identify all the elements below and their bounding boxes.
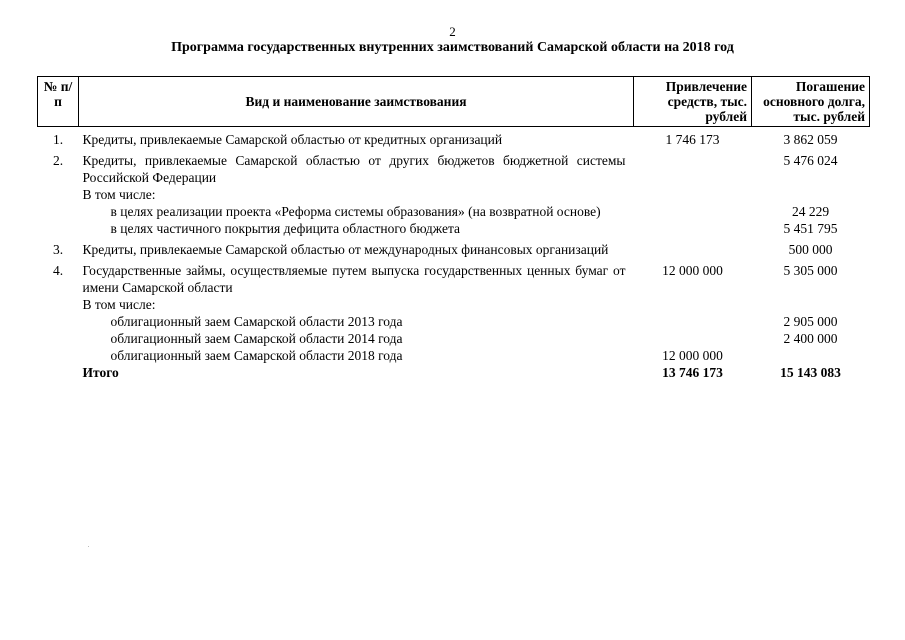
page-number: 2	[449, 24, 456, 39]
header-attraction: Привлечение средств, тыс. рублей	[634, 77, 752, 127]
row-repayment-amount: 2 905 000	[783, 314, 838, 329]
row-repayment-amount: 2 400 000	[783, 331, 838, 346]
row-attraction-amount	[634, 330, 752, 347]
row-attraction-amount: 1 746 173	[665, 132, 720, 147]
row-number: 4.	[52, 263, 64, 278]
row-repayment-amount	[752, 186, 870, 203]
row-description: В том числе:	[82, 187, 156, 202]
row-number	[38, 347, 79, 364]
header-repayment: Погашение основного долга, тыс. рублей	[752, 77, 870, 127]
row-description: В том числе:	[82, 297, 156, 312]
row-description: Кредиты, привлекаемые Самарской областью от кредитных организаций	[82, 132, 503, 147]
row-repayment-amount: 5 305 000	[783, 263, 838, 278]
row-attraction-amount	[634, 186, 752, 203]
total-number	[38, 364, 79, 381]
table-row	[38, 148, 870, 186]
row-description: Государственные займы, осуществляемые путем выпуска государственных ценных бумаг от имени Самарской области	[82, 263, 626, 295]
table-row	[38, 203, 870, 220]
scan-speck	[88, 546, 89, 547]
row-number	[38, 296, 79, 313]
table-row	[38, 127, 870, 149]
table-row	[38, 237, 870, 258]
row-description: Кредиты, привлекаемые Самарской областью от международных финансовых организаций	[82, 242, 609, 257]
row-number	[38, 313, 79, 330]
row-attraction-amount: 12 000 000	[662, 348, 723, 363]
table-body	[38, 127, 870, 382]
row-attraction-amount	[634, 237, 752, 258]
row-repayment-amount: 5 476 024	[783, 153, 838, 168]
total-row	[38, 364, 870, 381]
row-description: облигационный заем Самарской области 2014 года	[110, 331, 403, 346]
row-repayment-amount: 3 862 059	[783, 132, 838, 147]
header-number: № п/п	[38, 77, 79, 127]
row-attraction-amount	[634, 220, 752, 237]
row-number: 1.	[52, 132, 64, 147]
header-description: Вид и наименование заимствования	[79, 77, 634, 127]
table-row	[38, 347, 870, 364]
total-attraction-amount: 13 746 173	[662, 365, 723, 380]
table-row	[38, 313, 870, 330]
row-description: облигационный заем Самарской области 2018 года	[110, 348, 403, 363]
row-repayment-amount: 500 000	[788, 242, 833, 257]
row-description: облигационный заем Самарской области 2013 года	[110, 314, 403, 329]
row-description: Кредиты, привлекаемые Самарской областью от других бюджетов бюджетной системы Российской Федерации	[82, 153, 626, 185]
table-row	[38, 220, 870, 237]
row-attraction-amount: 12 000 000	[662, 263, 723, 278]
row-number	[38, 203, 79, 220]
row-repayment-amount	[752, 347, 870, 364]
row-number: 2.	[52, 153, 64, 168]
row-number: 3.	[52, 242, 64, 257]
row-attraction-amount	[634, 296, 752, 313]
row-attraction-amount	[634, 313, 752, 330]
row-number	[38, 330, 79, 347]
document-title: Программа государственных внутренних заимствований Самарской области на 2018 год	[171, 40, 734, 55]
row-repayment-amount	[752, 296, 870, 313]
row-number	[38, 186, 79, 203]
row-attraction-amount	[634, 203, 752, 220]
table-row	[38, 258, 870, 296]
borrowing-table	[37, 76, 870, 381]
row-description: в целях реализации проекта «Реформа системы образования» (на возвратной основе)	[110, 204, 601, 219]
row-attraction-amount	[634, 148, 752, 186]
table-row	[38, 330, 870, 347]
table-header-row	[38, 77, 870, 127]
table-row	[38, 296, 870, 313]
table-row	[38, 186, 870, 203]
row-description: в целях частичного покрытия дефицита областного бюджета	[110, 221, 461, 236]
total-label: Итого	[82, 365, 119, 380]
row-number	[38, 220, 79, 237]
row-repayment-amount: 5 451 795	[783, 221, 838, 236]
row-repayment-amount: 24 229	[791, 204, 830, 219]
total-repayment-amount: 15 143 083	[780, 365, 841, 380]
borrowing-table-container	[37, 76, 869, 381]
